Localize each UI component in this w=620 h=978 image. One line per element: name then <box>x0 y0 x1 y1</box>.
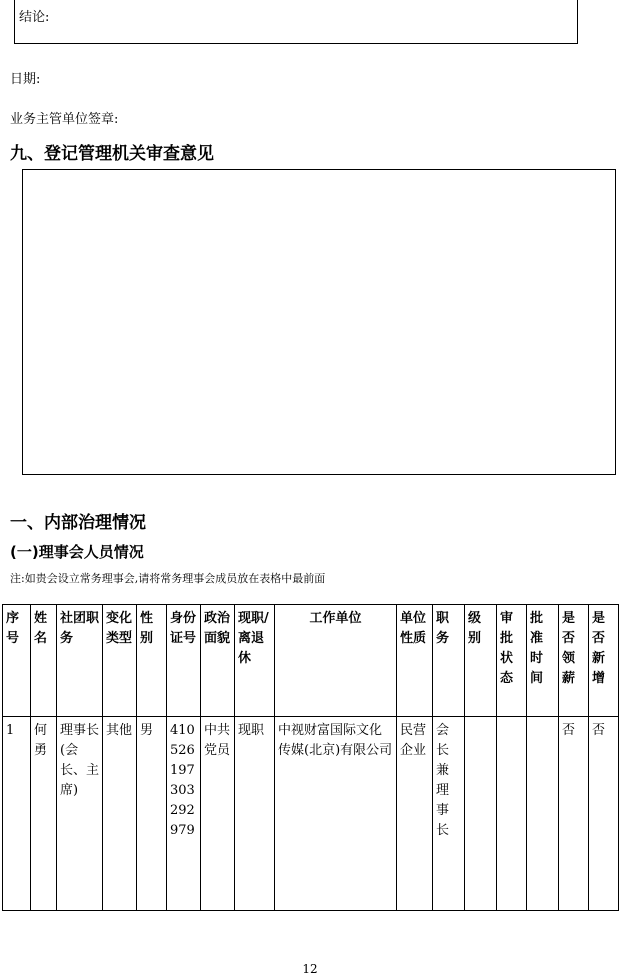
cell-name: 何勇 <box>31 717 57 911</box>
cell-change-type: 其他 <box>103 717 137 911</box>
cell-political: 中共党员 <box>201 717 235 911</box>
cell-status: 现职 <box>235 717 275 911</box>
council-members-table <box>2 604 619 911</box>
cell-new: 否 <box>589 717 619 911</box>
header-gender: 性别 <box>137 605 167 717</box>
header-change-type: 变化类型 <box>103 605 137 717</box>
subsection-title: (一)理事会人员情况 <box>10 543 144 561</box>
cell-employer: 中视财富国际文化传媒(北京)有限公司 <box>275 717 397 911</box>
signature-label: 业务主管单位签章: <box>10 112 119 127</box>
section-one-title: 一、内部治理情况 <box>10 513 146 533</box>
header-approval-time: 批准时间 <box>527 605 559 717</box>
table-row <box>3 717 619 911</box>
table-note: 注:如贵会设立常务理事会,请将常务理事会成员放在表格中最前面 <box>10 572 326 585</box>
page-number: 12 <box>302 962 318 976</box>
cell-gender: 男 <box>137 717 167 911</box>
cell-paid: 否 <box>559 717 589 911</box>
header-level: 级别 <box>465 605 497 717</box>
cell-role: 理事长(会长、主席) <box>57 717 103 911</box>
review-opinion-box <box>22 169 616 475</box>
cell-approval-status <box>497 717 527 911</box>
header-paid: 是否领薪 <box>559 605 589 717</box>
table-header-row <box>3 605 619 717</box>
cell-id-number: 410526197303292979 <box>167 717 201 911</box>
cell-level <box>465 717 497 911</box>
header-name: 姓名 <box>31 605 57 717</box>
section-nine-title: 九、登记管理机关审查意见 <box>10 144 214 164</box>
cell-org-type: 民营企业 <box>397 717 433 911</box>
header-new: 是否新增 <box>589 605 619 717</box>
header-employer-text: 工作单位 <box>309 611 362 626</box>
cell-position: 会长兼理事长 <box>433 717 465 911</box>
header-org-type: 单位性质 <box>397 605 433 717</box>
date-label: 日期: <box>10 72 41 87</box>
header-id-number: 身份证号 <box>167 605 201 717</box>
cell-seq: 1 <box>3 717 31 911</box>
header-approval-status: 审批状态 <box>497 605 527 717</box>
conclusion-label: 结论: <box>19 10 50 25</box>
cell-approval-time <box>527 717 559 911</box>
header-status: 现职/离退休 <box>235 605 275 717</box>
header-political: 政治面貌 <box>201 605 235 717</box>
header-position: 职务 <box>433 605 465 717</box>
header-role: 社团职务 <box>57 605 103 717</box>
header-seq: 序号 <box>3 605 31 717</box>
header-employer <box>275 605 397 717</box>
conclusion-box <box>14 0 578 44</box>
